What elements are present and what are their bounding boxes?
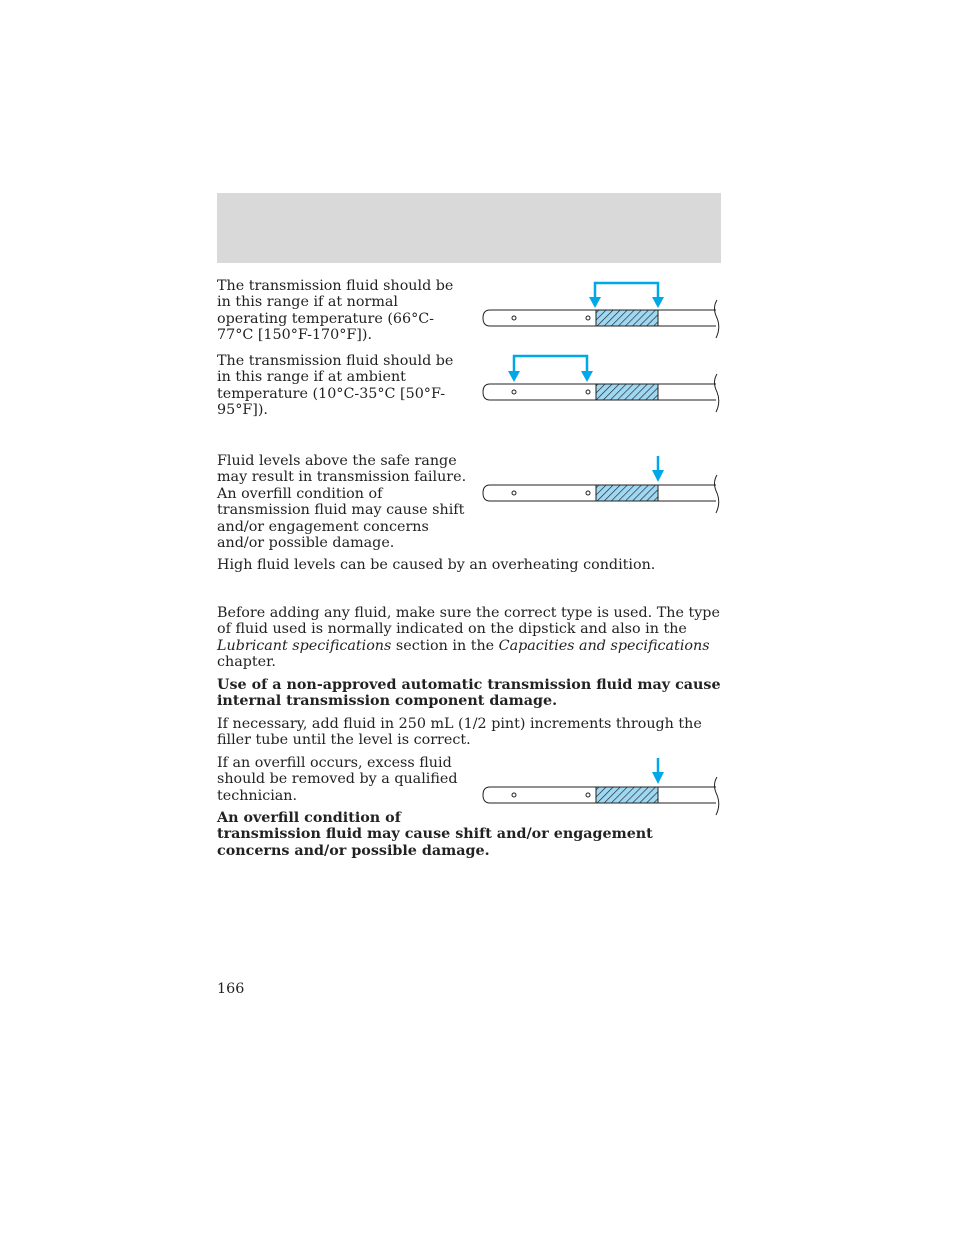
overfill-removal-paragraph: If an overfill occurs, excess fluid should be removed by a qualified technician. [217, 755, 458, 804]
page-number: 166 [217, 981, 245, 997]
before-adding-text-2: section in the [391, 637, 499, 654]
level-arrows [589, 283, 664, 308]
capacities-specifications-reference: Capacities and specifications [498, 637, 710, 654]
high-levels-paragraph: High fluid levels can be caused by an overheating condition. [217, 557, 656, 573]
dipstick-diagram-overfill-removal [480, 757, 722, 817]
ambient-temp-paragraph: The transmission fluid should be in this range if at ambient temperature (10°C-35°C [50°F-95°F]). [217, 353, 454, 419]
before-adding-text-3: chapter. [217, 654, 276, 671]
add-fluid-paragraph: If necessary, add fluid in 250 mL (1/2 pint) increments through the filler tube until the level is correct. [217, 716, 702, 749]
level-arrow [652, 456, 664, 482]
level-arrow [652, 758, 664, 784]
section-header-band [217, 193, 721, 263]
overfill-warning-line-1: An overfill condition of [217, 810, 401, 826]
dipstick-diagram-overfill [480, 455, 722, 515]
level-arrows [508, 356, 593, 382]
dipstick-diagram-ambient-range [480, 353, 722, 413]
lubricant-specifications-reference: Lubricant specifications [217, 637, 392, 654]
before-adding-paragraph [217, 605, 721, 671]
dipstick-diagram-normal-range [480, 280, 722, 340]
normal-temp-paragraph: The transmission fluid should be in this range if at normal operating temperature (66°C-77°C [150°F-170°F]). [217, 278, 454, 344]
overfill-warning [217, 810, 721, 859]
non-approved-fluid-warning: Use of a non-approved automatic transmission fluid may cause internal transmission component damage. [217, 677, 721, 710]
overfill-warning-line-2: transmission fluid may cause shift and/or engagement concerns and/or possible damage. [217, 826, 653, 859]
above-safe-range-paragraph: Fluid levels above the safe range may result in transmission failure. An overfill condition of transmission fluid may cause shift and/or engagement concerns and/or possible damage. [217, 453, 467, 552]
before-adding-text-1: Before adding any fluid, make sure the correct type is used. The type of fluid used is normally indicated on the dipstick and also in the [217, 605, 720, 638]
